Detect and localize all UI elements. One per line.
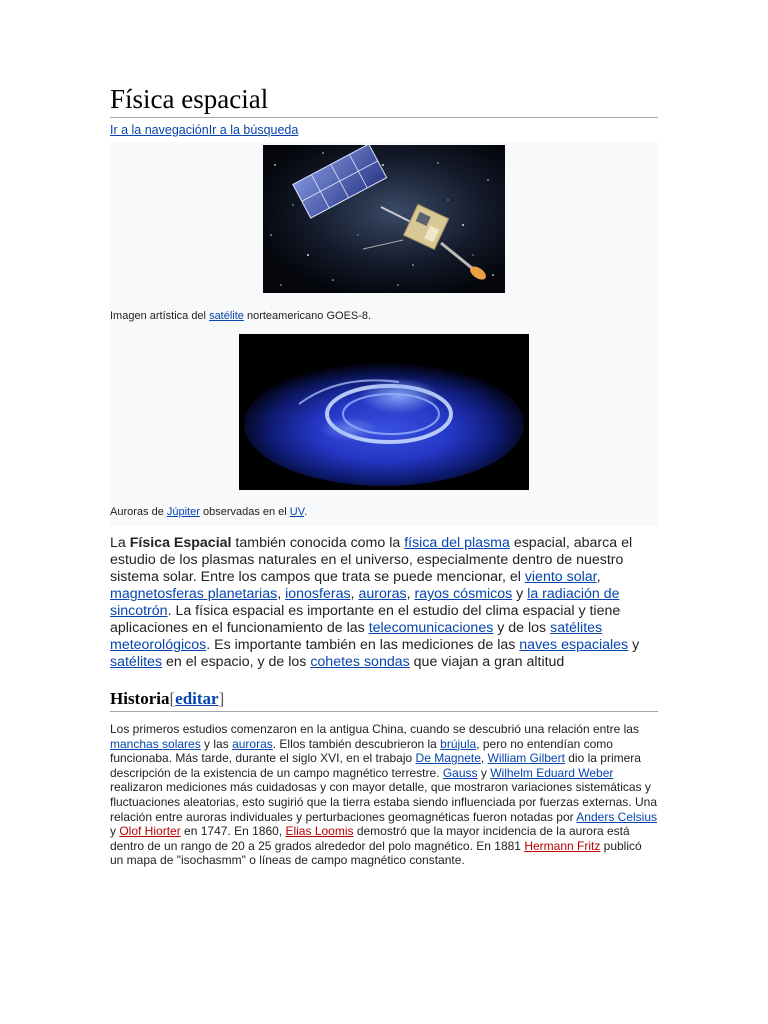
caption-text: norteamericano GOES-8.	[243, 310, 372, 322]
text: publicó un mapa de "isochasmm" o líneas de campo magnético constante.	[110, 838, 642, 868]
link-wilhelm-eduard-weber[interactable]: Wilhelm Eduard Weber	[490, 765, 614, 780]
link-ionosferas[interactable]: ionosferas	[285, 586, 351, 602]
link-manchas-solares[interactable]: manchas solares	[110, 736, 201, 751]
caption-text: .	[304, 506, 308, 518]
text: demostró que la mayor incidencia de la aurora está dentro de un rango de 20 a 25 grados alrededor del polo magnético. En 1881	[110, 824, 630, 853]
edit-section-link[interactable]: editar	[175, 689, 219, 708]
text: y	[477, 765, 491, 780]
link-brujula[interactable]: brújula	[440, 736, 477, 751]
link-naves-espaciales[interactable]: naves espaciales	[519, 637, 629, 653]
figure-box	[110, 142, 658, 526]
caption-text: observadas en el	[199, 506, 290, 518]
text: en el espacio, y de los	[162, 654, 311, 670]
link-hermann-fritz[interactable]: Hermann Fritz	[524, 838, 601, 853]
text: también conocida como la	[231, 535, 405, 551]
link-anders-celsius[interactable]: Anders Celsius	[576, 809, 657, 824]
text: realizaron mediciones más cuidadosas y con mayor detalle, que mostraron variaciones sistemáticas y fluctuaciones aleatorias, esto sugirió que la tierra estaba siendo influenciada por fuerzas externas. Una relación entre auroras individuales y perturbaciones geomagnéticas fueron notadas por	[110, 780, 657, 824]
text: en 1747. En 1860,	[180, 824, 286, 839]
link-de-magnete[interactable]: De Magnete	[415, 751, 481, 766]
link-auroras[interactable]: auroras	[358, 586, 407, 602]
link-gauss[interactable]: Gauss	[442, 765, 478, 780]
text: . Ellos también descubrieron la	[272, 736, 441, 751]
text: y	[628, 637, 640, 653]
link-olof-hiorter[interactable]: Olof Hiorter	[119, 824, 181, 839]
section-heading-historia	[110, 689, 658, 712]
lead-paragraph	[110, 535, 658, 671]
link-william-gilbert[interactable]: William Gilbert	[487, 751, 565, 766]
text: espacial, abarca el estudio de los plasmas naturales en el universo, especialmente dentro de nuestro sistema solar. Entre los campos que trata se puede mencionar, el	[110, 535, 633, 585]
link-satelite[interactable]: satélite	[209, 310, 244, 322]
link-uv[interactable]: UV	[289, 506, 305, 518]
edit-bracket: ]	[218, 689, 225, 708]
jump-links	[110, 123, 658, 138]
text: Los primeros estudios comenzaron en la antigua China, cuando se descubrió una relación entre las	[110, 722, 639, 736]
figure-caption-jupiter	[110, 490, 658, 526]
link-jupiter[interactable]: Júpiter	[166, 506, 200, 518]
bold-term: Física Espacial	[129, 535, 232, 551]
text: ,	[596, 569, 601, 585]
text: y	[512, 586, 528, 602]
caption-text: Imagen artística del	[110, 310, 210, 322]
link-cohetes-sondas[interactable]: cohetes sondas	[310, 654, 410, 670]
text: dio la primera descripción de la existencia de un campo magnético terrestre.	[110, 751, 641, 780]
satellite-illustration-icon[interactable]	[263, 145, 505, 293]
link-radiacion-sincotron[interactable]: la radiación de sincotrón	[110, 586, 620, 619]
text: ,	[406, 586, 415, 602]
page-title: Física espacial	[110, 84, 658, 118]
text: ,	[480, 751, 488, 766]
jupiter-aurora-uv-image-icon[interactable]	[239, 334, 529, 490]
text: ,	[277, 586, 286, 602]
text: que viajan a gran altitud	[409, 654, 565, 670]
text: . Es importante también en las mediciones de las	[206, 637, 520, 653]
text: y las	[200, 736, 233, 751]
link-satelites-meteorologicos[interactable]: satélites meteorológicos	[110, 620, 603, 653]
section-title: Historia	[110, 689, 170, 708]
link-satelites[interactable]: satélites	[110, 654, 163, 670]
link-fisica-del-plasma[interactable]: física del plasma	[404, 535, 510, 551]
link-magnetosferas[interactable]: magnetosferas planetarias	[110, 586, 278, 602]
text: y de los	[493, 620, 551, 636]
jump-to-search-link[interactable]: Ir a la búsqueda	[208, 123, 299, 137]
text: La	[110, 535, 130, 551]
jump-to-navigation-link[interactable]: Ir a la navegación	[110, 123, 209, 137]
historia-paragraph	[110, 722, 658, 868]
link-telecomunicaciones[interactable]: telecomunicaciones	[368, 620, 494, 636]
text: . La física espacial es importante en el estudio del clima espacial y tiene aplicaciones en el funcionamiento de las	[110, 603, 621, 636]
link-auroras[interactable]: auroras	[232, 736, 273, 751]
figure-caption-satellite	[110, 293, 658, 331]
edit-bracket: [	[169, 689, 176, 708]
link-elias-loomis[interactable]: Elias Loomis	[285, 824, 354, 839]
text: , pero no entendían como funcionaba. Más tarde, durante el siglo XVI, en el trabajo	[110, 736, 613, 766]
link-viento-solar[interactable]: viento solar	[524, 569, 597, 585]
caption-text: Auroras de	[110, 506, 167, 518]
text: y	[110, 824, 120, 839]
link-rayos-cosmicos[interactable]: rayos cósmicos	[414, 586, 513, 602]
text: ,	[350, 586, 359, 602]
article	[110, 84, 658, 868]
